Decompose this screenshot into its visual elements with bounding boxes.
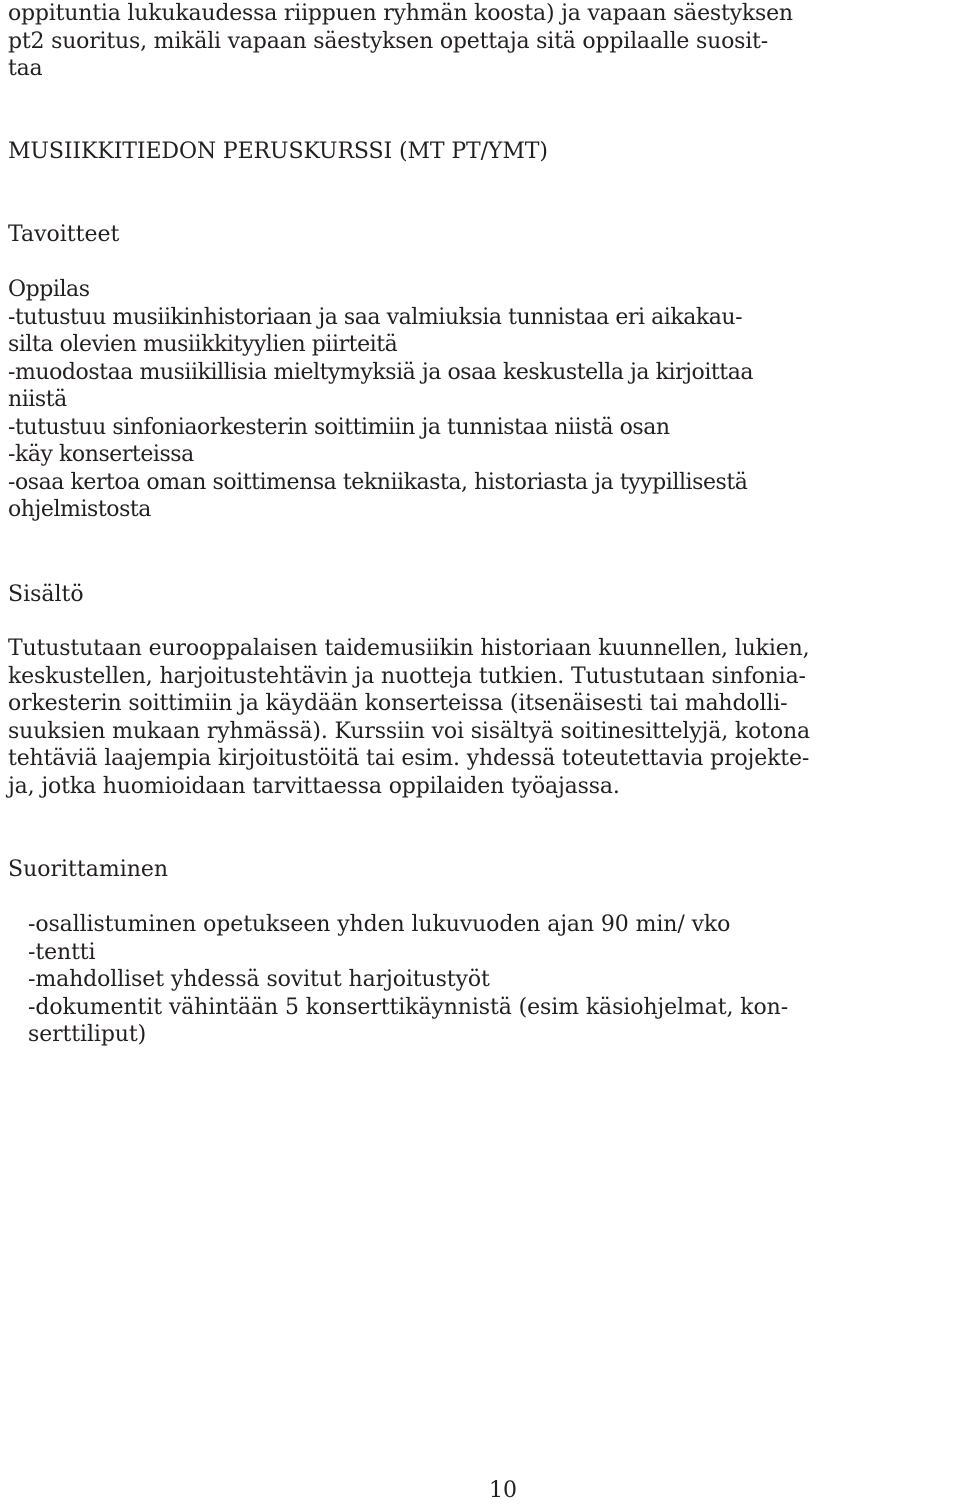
content-line: suuksien mukaan ryhmässä). Kurssiin voi sisältyä soitinesittelyjä, kotona [8, 718, 810, 744]
content-line: Tutustutaan eurooppalaisen taidemusiikin historiaan kuunnellen, lukien, [8, 636, 810, 661]
performance-line: -osallistuminen opetukseen yhden lukuvuoden ajan 90 min/ vko [28, 912, 731, 937]
goals-line: -tutustuu musiikinhistoriaan ja saa valmiuksia tunnistaa eri aikakau- [8, 304, 743, 330]
performance-line: -dokumentit vähintään 5 konserttikäynnistä (esim käsiohjelmat, kon- [28, 994, 789, 1020]
goals-line: -muodostaa musiikillisia mieltymyksiä ja osaa keskustella ja kirjoittaa [8, 359, 754, 385]
intro-paragraph [8, 0, 793, 83]
goals-line: Oppilas [8, 277, 90, 302]
content-paragraph [8, 635, 810, 800]
intro-line: oppituntia lukukaudessa riippuen ryhmän koosta) ja vapaan säestyksen [8, 1, 793, 26]
performance-line: serttiliput) [28, 1022, 147, 1047]
goals-line: -tutustuu sinfoniaorkesterin soittimiin ja tunnistaa niistä osan [8, 414, 670, 440]
performance-list [28, 911, 788, 1049]
content-line: orkesterin soittimiin ja käydään konserteissa (itsenäisesti tai mahdolli- [8, 691, 788, 716]
content-line: tehtäviä laajempia kirjoitustöitä tai esim. yhdessä toteutettavia projekte- [8, 746, 810, 771]
goals-line: -käy konserteissa [8, 442, 194, 467]
goals-list [8, 276, 753, 524]
goals-line: niistä [8, 387, 67, 412]
course-title: MUSIIKKITIEDON PERUSKURSSI (MT PT/YMT) [8, 139, 548, 164]
goals-heading: Tavoitteet [8, 222, 120, 247]
performance-line: -mahdolliset yhdessä sovitut harjoitustyöt [28, 967, 490, 992]
content-line: keskustellen, harjoitustehtävin ja nuotteja tutkien. Tutustutaan sinfonia- [8, 663, 806, 689]
content-line: ja, jotka huomioidaan tarvittaessa oppilaiden työajassa. [8, 773, 620, 799]
goals-line: ohjelmistosta [8, 497, 151, 522]
performance-heading: Suorittaminen [8, 857, 169, 882]
goals-line: -osaa kertoa oman soittimensa tekniikasta, historiasta ja tyypillisestä [8, 469, 748, 495]
performance-line: -tentti [28, 939, 96, 965]
goals-line: silta olevien musiikkityylien piirteitä [8, 332, 398, 357]
page-number: 10 [489, 1478, 517, 1503]
intro-line: pt2 suoritus, mikäli vapaan säestyksen opettaja sitä oppilaalle suosit- [8, 28, 768, 54]
intro-line: taa [8, 56, 43, 81]
content-heading: Sisältö [8, 582, 84, 607]
